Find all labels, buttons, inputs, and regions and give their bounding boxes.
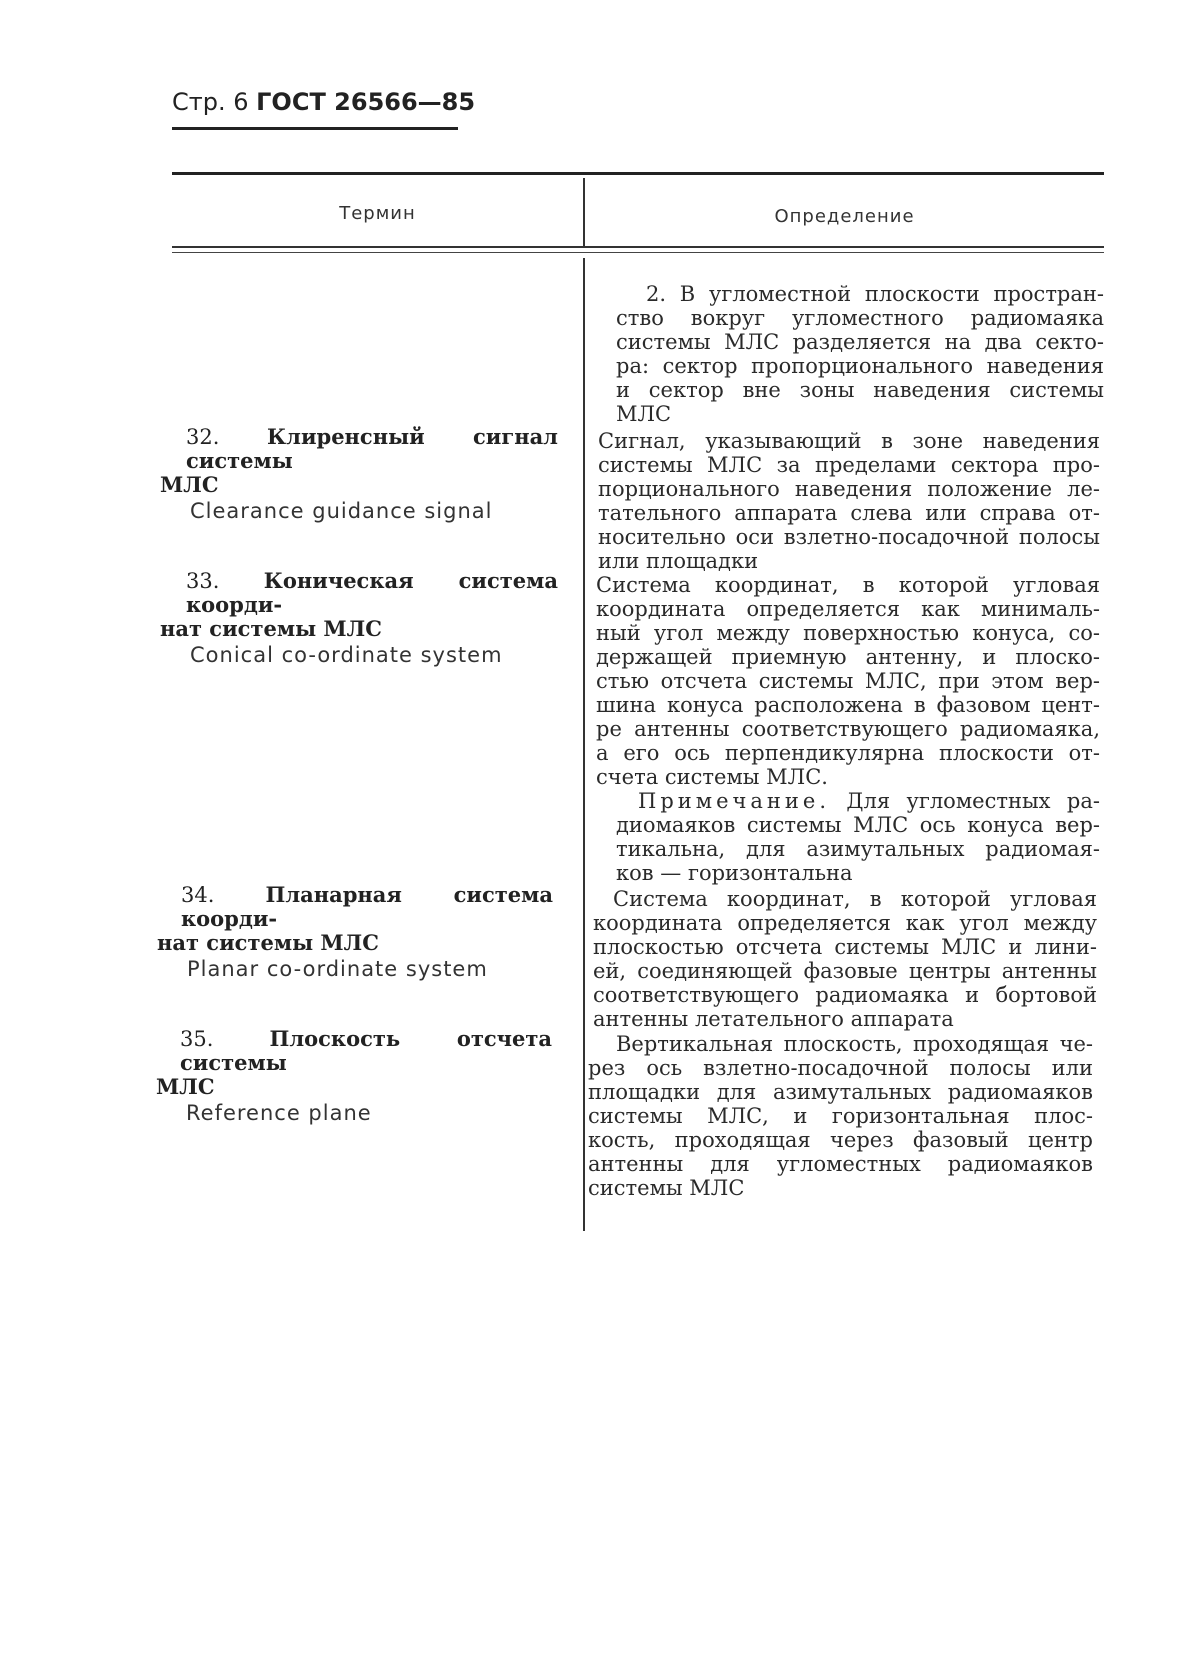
text-line: системы МЛС за пределами сектора про- — [598, 453, 1100, 477]
text-line: держащей приемную антенну, и плоско- — [596, 645, 1100, 669]
text-line: ре антенны соответствующего радиомаяка, — [596, 717, 1100, 741]
term-name-line: нат системы МЛС — [157, 930, 379, 955]
term-name-line: Планарная система коорди- — [181, 882, 553, 931]
text-line: Система координат, в которой угловая — [596, 573, 1100, 597]
term-name-line: нат системы МЛС — [160, 616, 382, 641]
text-line: и сектор вне зоны наведения системы — [616, 378, 1104, 402]
note-line: тикальна, для азимутальных радиомая- — [616, 837, 1100, 861]
definition-35 — [588, 1032, 1093, 1200]
text-line: Система координат, в которой угловая — [613, 887, 1097, 911]
text-line: счета системы МЛС. — [596, 765, 828, 789]
table-top-rule — [172, 172, 1104, 175]
term-english: Planar co-ordinate system — [187, 957, 488, 981]
text-line: площадки для азимутальных радиомаяков — [588, 1080, 1093, 1104]
standard-number: ГОСТ 26566—85 — [256, 88, 476, 116]
term-english: Conical co-ordinate system — [190, 643, 503, 667]
body-column-divider — [583, 258, 585, 1231]
text-line: тательного аппарата слева или справа от- — [598, 501, 1100, 525]
column-header-definition: Определение — [774, 206, 915, 227]
note-line — [596, 789, 1100, 813]
term-name — [156, 1075, 552, 1099]
term-number: 34. — [181, 883, 215, 907]
text-line: соответствующего радиомаяка и бортовой — [593, 983, 1097, 1007]
definition-33 — [596, 573, 1100, 885]
text-line: рез ось взлетно-посадочной полосы или — [588, 1056, 1093, 1080]
term-name — [160, 473, 558, 497]
term-number: 32. — [186, 425, 220, 449]
term-33 — [160, 569, 558, 667]
header-bottom-rule — [172, 246, 1104, 248]
text-line: ей, соединяющей фазовые центры антенны — [593, 959, 1097, 983]
text-line: шина конуса расположена в фазовом цент- — [596, 693, 1100, 717]
text-line: ный угол между поверхностью конуса, со- — [596, 621, 1100, 645]
column-header-term: Термин — [339, 203, 416, 224]
text-line: носительно оси взлетно-посадочной полосы — [598, 525, 1100, 549]
text-line: координата определяется как минималь- — [596, 597, 1100, 621]
intro-paragraph — [616, 282, 1104, 426]
header-bottom-rule-thin — [172, 252, 1104, 253]
term-32 — [160, 425, 558, 523]
text-line: системы МЛС, и горизонтальная плос- — [588, 1104, 1093, 1128]
term-name — [160, 425, 558, 473]
text-line: системы МЛС разделяется на два секто- — [616, 330, 1104, 354]
term-name — [157, 931, 553, 955]
text-line: ра: сектор пропорционального наведения — [616, 354, 1104, 378]
text-line: стью отсчета системы МЛС, при этом вер- — [596, 669, 1100, 693]
definition-32 — [598, 429, 1100, 573]
text-line: Сигнал, указывающий в зоне наведения — [598, 429, 1100, 453]
term-name — [156, 1027, 552, 1075]
text-line: антенны летательного аппарата — [593, 1007, 954, 1031]
page-header — [172, 88, 475, 116]
term-english: Clearance guidance signal — [190, 499, 493, 523]
text-line: ство вокруг угломестного радиомаяка — [616, 306, 1104, 330]
term-name-line: Плоскость отсчета системы — [180, 1026, 552, 1075]
term-name-line: МЛС — [160, 472, 219, 497]
text-line: системы МЛС — [588, 1176, 745, 1200]
text-line: или площадки — [598, 549, 759, 573]
term-name — [160, 569, 558, 617]
term-name-line: Клиренсный сигнал системы — [186, 424, 558, 473]
term-35 — [156, 1027, 552, 1125]
term-name — [157, 883, 553, 931]
term-name-line: МЛС — [156, 1074, 215, 1099]
text-line: 2. В угломестной плоскости простран- — [646, 282, 1104, 306]
text-line: Вертикальная плоскость, проходящая че- — [616, 1032, 1093, 1056]
term-name-line: Коническая система коорди- — [186, 568, 558, 617]
term-number: 35. — [180, 1027, 214, 1051]
text-line: плоскостью отсчета системы МЛС и лини- — [593, 935, 1097, 959]
text-line: порционального наведения положение ле- — [598, 477, 1100, 501]
definition-34 — [593, 887, 1097, 1031]
term-number: 33. — [186, 569, 220, 593]
page-number: Стр. 6 — [172, 88, 249, 116]
text-line: а его ось перпендикулярна плоскости от- — [596, 741, 1100, 765]
header-underline — [172, 127, 458, 130]
text-line: кость, проходящая через фазовый центр — [588, 1128, 1093, 1152]
text-line: МЛС — [616, 402, 672, 426]
term-name — [160, 617, 558, 641]
note-line: ков — горизонтальна — [616, 861, 853, 885]
text-line: антенны для угломестных радиомаяков — [588, 1152, 1093, 1176]
note-text: Для угломестных ра- — [846, 789, 1100, 813]
term-english: Reference plane — [186, 1101, 372, 1125]
note-line: диомаяков системы МЛС ось конуса вер- — [616, 813, 1100, 837]
term-34 — [157, 883, 553, 981]
note-label: Примечание. — [638, 789, 831, 813]
text-line: координата определяется как угол между — [593, 911, 1097, 935]
